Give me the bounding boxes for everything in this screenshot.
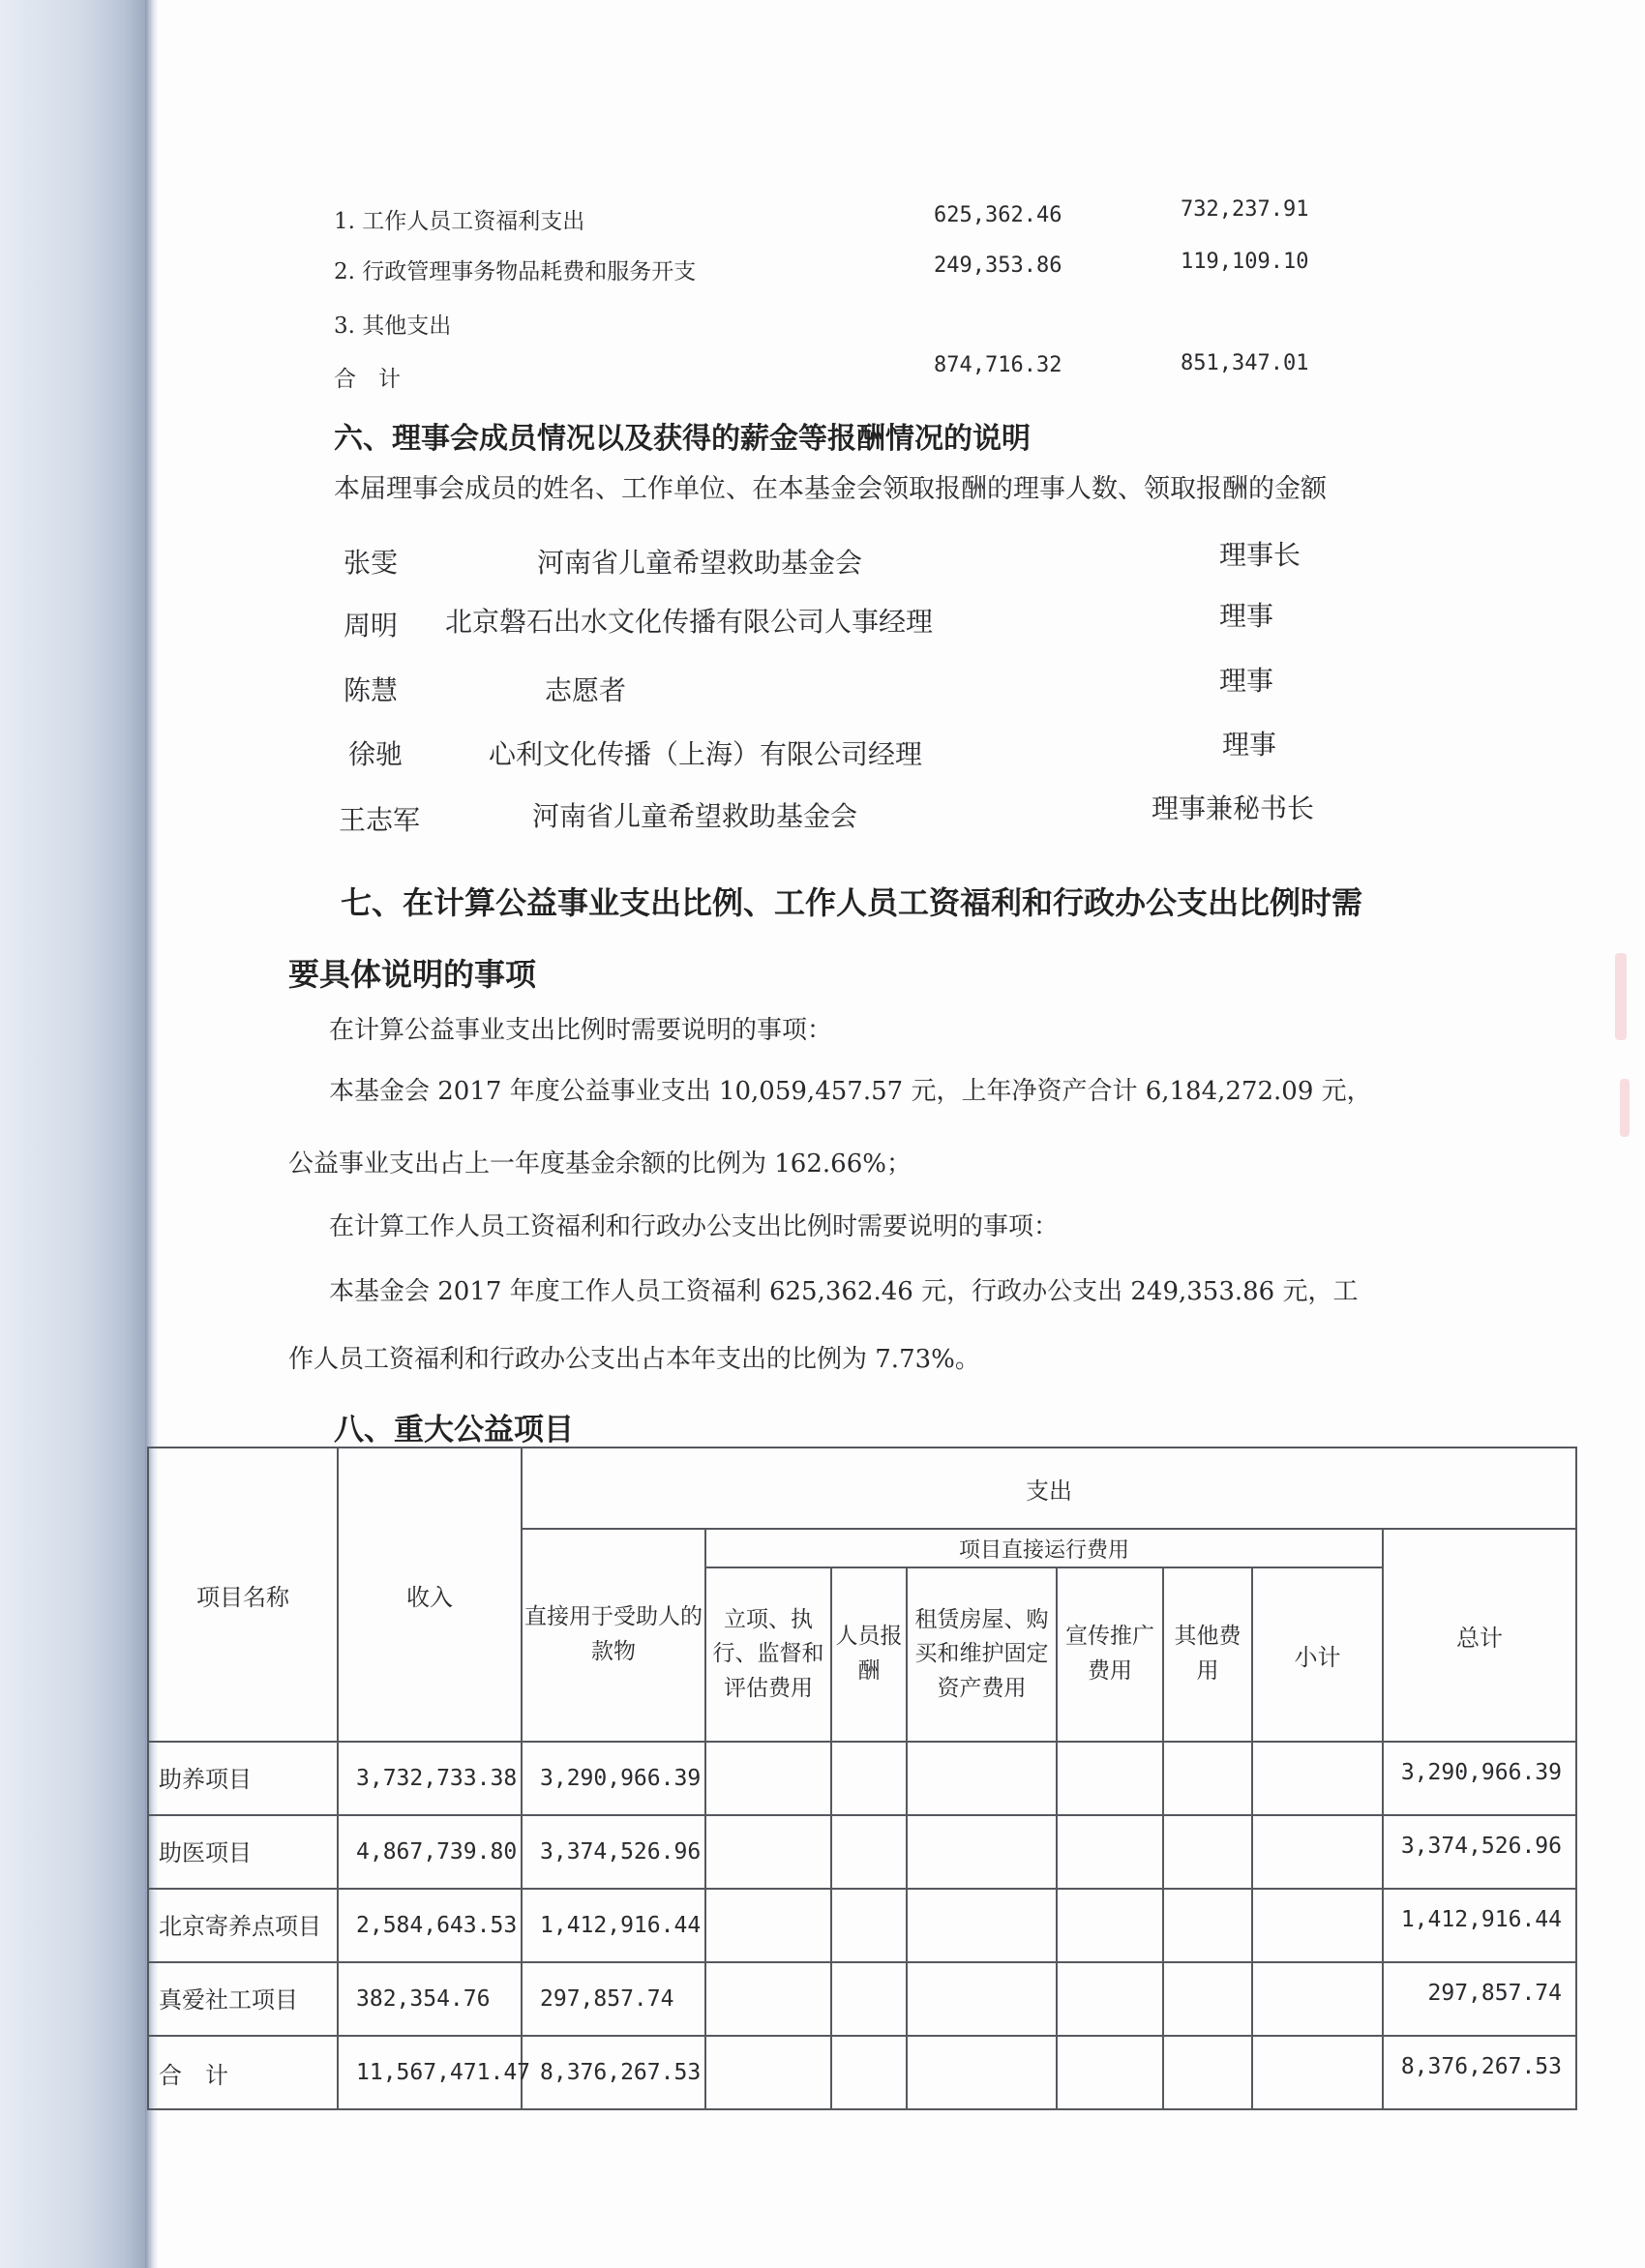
project-name: 合 计 [148,2036,338,2109]
project-total: 297,857.74 [1383,1962,1576,2036]
empty-cell [1163,2036,1252,2109]
header-income: 收入 [338,1447,522,1742]
empty-cell [1057,2036,1163,2109]
project-income: 2,584,643.53 [338,1889,522,1962]
header-subtotal: 小计 [1252,1567,1383,1742]
member-org: 北京磐石出水文化传播有限公司人事经理 [445,606,934,638]
table-row [148,1815,1576,1889]
board-member-row [334,665,1398,708]
header-total: 总计 [1383,1529,1576,1742]
section-7-paragraph: 本基金会 2017 年度工作人员工资福利 625,362.46 元，行政办公支出 249,353.86 元，工 [329,1277,1359,1306]
empty-cell [705,1815,831,1889]
project-income: 382,354.76 [338,1962,522,2036]
member-role: 理事 [1219,665,1274,697]
empty-cell [1163,1815,1252,1889]
header-other: 其他费用 [1163,1567,1252,1742]
empty-cell [1057,1742,1163,1815]
empty-cell [831,1962,907,2036]
table-row [148,1742,1576,1815]
header-project-name: 项目名称 [148,1447,338,1742]
section-6-intro: 本届理事会成员的姓名、工作单位、在本基金会领取报酬的理事人数、领取报酬的金额 [334,474,1327,504]
project-income: 3,732,733.38 [338,1742,522,1815]
empty-cell [1163,1742,1252,1815]
empty-cell [831,1815,907,1889]
member-role: 理事 [1222,729,1277,761]
project-total: 1,412,916.44 [1383,1889,1576,1962]
section-7-paragraph: 在计算工作人员工资福利和行政办公支出比例时需要说明的事项： [329,1212,1060,1241]
section-8-heading: 八、重大公益项目 [334,1413,574,1447]
board-member-row [334,600,1398,643]
empty-cell [907,1889,1057,1962]
member-name: 徐驰 [348,738,404,770]
expense-label: 1. 工作人员工资福利支出 [334,209,585,234]
empty-cell [831,1742,907,1815]
expense-previous: 119,109.10 [1181,250,1309,274]
table-total-row [148,2036,1576,2109]
empty-cell [705,2036,831,2109]
project-total: 8,376,267.53 [1383,2036,1576,2109]
project-direct: 1,412,916.44 [522,1889,705,1962]
empty-cell [831,1889,907,1962]
empty-cell [1252,1889,1383,1962]
empty-cell [831,2036,907,2109]
empty-cell [1252,2036,1383,2109]
member-role: 理事长 [1219,539,1301,571]
empty-cell [907,2036,1057,2109]
member-name: 周明 [344,610,399,642]
header-setup-eval: 立项、执行、监督和评估费用 [705,1567,831,1742]
header-fixed-assets: 租赁房屋、购买和维护固定资产费用 [907,1567,1057,1742]
expense-current: 625,362.46 [934,203,1062,227]
expense-current: 874,716.32 [934,353,1062,377]
expense-label: 2. 行政管理事务物品耗费和服务开支 [334,259,697,284]
header-direct-to-beneficiaries: 直接用于受助人的款物 [522,1529,705,1742]
empty-cell [907,1962,1057,2036]
empty-cell [1057,1889,1163,1962]
project-name: 北京寄养点项目 [148,1889,338,1962]
project-direct: 297,857.74 [522,1962,705,2036]
expense-label: 合 计 [334,367,401,392]
member-name: 王志军 [339,804,421,836]
empty-cell [1057,1815,1163,1889]
empty-cell [1163,1889,1252,1962]
header-publicity: 宣传推广费用 [1057,1567,1163,1742]
project-name: 助医项目 [148,1815,338,1889]
empty-cell [705,1742,831,1815]
empty-cell [1057,1962,1163,2036]
table-row [148,1889,1576,1962]
expense-row [334,308,1350,346]
member-role: 理事兼秘书长 [1152,792,1315,824]
section-7-paragraph: 在计算公益事业支出比例时需要说明的事项： [329,1016,833,1045]
member-role: 理事 [1219,600,1274,632]
expense-total-row [334,351,1350,400]
expense-label: 3. 其他支出 [334,313,452,339]
empty-cell [1252,1815,1383,1889]
expense-previous: 851,347.01 [1181,351,1309,375]
board-member-row [334,539,1398,581]
project-total: 3,290,966.39 [1383,1742,1576,1815]
member-name: 陈慧 [344,674,399,706]
project-direct: 8,376,267.53 [522,2036,705,2109]
book-spine-shadow [0,0,145,2268]
project-total: 3,374,526.96 [1383,1815,1576,1889]
member-org: 河南省儿童希望救助基金会 [537,547,863,579]
empty-cell [1252,1962,1383,2036]
board-member-row [334,792,1398,838]
red-stamp-bleed [1620,1079,1630,1137]
member-org: 河南省儿童希望救助基金会 [532,800,858,832]
empty-cell [1163,1962,1252,2036]
board-member-row [334,729,1398,772]
project-name: 真爱社工项目 [148,1962,338,2036]
expense-row [334,250,1350,292]
member-org: 心利文化传播（上海）有限公司经理 [489,738,923,770]
major-projects-table [147,1447,1577,2110]
expense-previous: 732,237.91 [1181,197,1309,222]
section-7-paragraph: 公益事业支出占上一年度基金余额的比例为 162.66%； [288,1149,912,1179]
red-stamp-bleed [1615,953,1627,1040]
table-row [148,1962,1576,2036]
empty-cell [1252,1742,1383,1815]
header-expenditure: 支出 [522,1447,1576,1529]
member-org: 志愿者 [545,674,627,706]
header-staff-pay: 人员报酬 [831,1567,907,1742]
project-name: 助养项目 [148,1742,338,1815]
project-income: 4,867,739.80 [338,1815,522,1889]
empty-cell [705,1962,831,2036]
empty-cell [907,1742,1057,1815]
section-7-paragraph: 作人员工资福利和行政办公支出占本年支出的比例为 7.73%。 [288,1345,980,1374]
project-direct: 3,374,526.96 [522,1815,705,1889]
section-7-heading: 七、在计算公益事业支出比例、工作人员工资福利和行政办公支出比例时需 [341,884,1363,921]
project-direct: 3,290,966.39 [522,1742,705,1815]
project-income: 11,567,471.47 [338,2036,522,2109]
expense-current: 249,353.86 [934,254,1062,278]
header-operating-costs: 项目直接运行费用 [705,1529,1383,1567]
expense-row [334,197,1350,242]
section-7-paragraph: 本基金会 2017 年度公益事业支出 10,059,457.57 元，上年净资产合计 6,184,272.09 元， [329,1077,1372,1106]
section-7-heading-continued: 要具体说明的事项 [288,956,537,993]
empty-cell [705,1889,831,1962]
section-6-heading: 六、理事会成员情况以及获得的薪金等报酬情况的说明 [334,422,1031,456]
member-name: 张雯 [344,547,399,579]
empty-cell [907,1815,1057,1889]
